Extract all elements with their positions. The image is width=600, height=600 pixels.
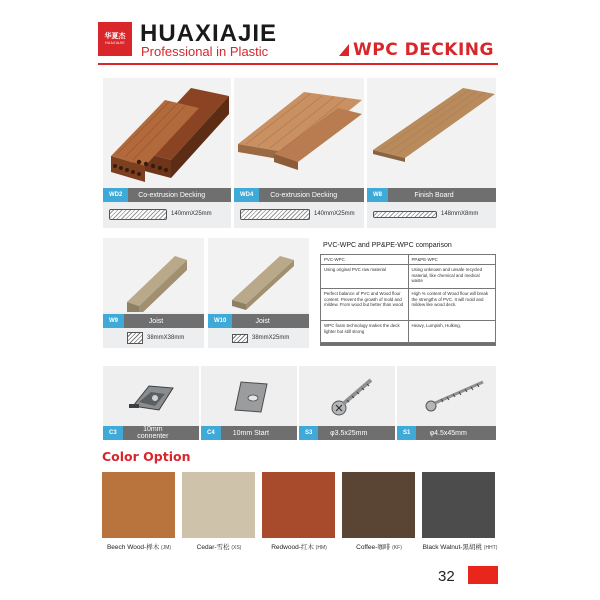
connector-photo	[103, 366, 199, 426]
table-cell: Perfect balance of PVC and Wood flour content. Prevent the growth of mold and mildew. From wood but better than wood	[321, 289, 409, 321]
table-row	[321, 289, 496, 321]
color-label-text: Cedar-雪松	[196, 544, 230, 551]
joist-card-w9	[103, 238, 204, 348]
color-option-title: Color Option	[102, 449, 191, 464]
comparison-table	[320, 254, 496, 346]
color-swatch-black-walnut	[422, 472, 495, 538]
color-label	[338, 542, 420, 551]
product-card-wd2	[103, 78, 231, 228]
joist-name: Joist	[148, 317, 164, 325]
header-divider	[98, 63, 498, 65]
accessory-card-s1	[397, 366, 496, 440]
table-footer-bar	[321, 343, 496, 346]
accessory-code-badge: C3	[103, 426, 123, 440]
solid-profile-icon	[240, 209, 310, 220]
color-code: (JM)	[161, 545, 172, 551]
flat-profile-icon	[373, 211, 437, 218]
dimension-row	[240, 206, 358, 222]
accessory-card-s3	[299, 366, 395, 440]
product-photo	[367, 78, 496, 188]
product-card-wd4	[234, 78, 364, 228]
product-dimension: 140mmX25mm	[171, 211, 212, 217]
color-swatch-coffee	[342, 472, 415, 538]
product-photo	[234, 78, 364, 188]
accessory-name: φ4.5x45mm	[429, 429, 467, 437]
table-cell: Using original PVC raw material	[321, 265, 409, 289]
table-row	[321, 265, 496, 289]
table-header-cell: PP&PE-WPC	[408, 255, 496, 265]
color-swatch-beech	[102, 472, 175, 538]
joist-card-w10	[208, 238, 309, 348]
accessory-name: φ3.5x25mm	[330, 429, 368, 437]
joist-code-badge: W10	[208, 314, 232, 328]
page-number: 32	[438, 568, 455, 585]
page-title-text: WPC DECKING	[353, 40, 494, 60]
table-row	[321, 321, 496, 343]
accessory-card-c3	[103, 366, 199, 440]
joist-name: Joist	[255, 317, 270, 325]
dimension-row	[214, 330, 303, 346]
accessory-name: 10mm Start	[232, 429, 269, 437]
hollow-profile-icon	[109, 209, 167, 220]
product-caption	[103, 188, 231, 202]
page-accent-bar	[468, 566, 498, 584]
screw-photo	[397, 366, 496, 426]
brand-name: HUAXIAJIE	[140, 20, 278, 47]
product-name: Finish Board	[414, 191, 454, 199]
joist-photo	[208, 238, 309, 312]
accessory-caption	[103, 426, 199, 440]
table-cell: WPC foam technology makes the deck lighter but still strong	[321, 321, 409, 343]
table-cell: High % content of Wood flour will break the strengths of PVC. It will mold and mildew like wood deck.	[408, 289, 496, 321]
joist-section-icon	[127, 332, 143, 344]
logo-en-text: HUAXIAJIE	[105, 41, 125, 45]
color-code: (XS)	[231, 545, 242, 551]
comparison-title: PVC-WPC and PP&PE-WPC comparison	[323, 242, 452, 249]
joist-caption	[103, 314, 204, 328]
color-code: (HHT)	[483, 545, 498, 551]
dimension-row	[109, 330, 198, 346]
product-name: Co-extrusion Decking	[270, 191, 338, 199]
product-photo	[103, 78, 231, 188]
table-cell: Heavy, Lumpish, Hulking,	[408, 321, 496, 343]
joist-code-badge: W9	[103, 314, 124, 328]
accessory-caption	[201, 426, 297, 440]
product-caption	[234, 188, 364, 202]
accessory-code-badge: C4	[201, 426, 221, 440]
title-triangle-icon	[339, 44, 349, 56]
color-label-text: Redwood-红木	[271, 544, 314, 551]
table-cell: Using unknown and unsafe recycled material, like chemical and medical waste	[408, 265, 496, 289]
table-header-cell: PVC-WPC	[321, 255, 409, 265]
color-label	[258, 542, 340, 551]
accessory-card-c4	[201, 366, 297, 440]
brand-tagline: Professional in Plastic	[141, 44, 269, 59]
joist-caption	[208, 314, 309, 328]
accessory-caption	[299, 426, 395, 440]
table-row	[321, 255, 496, 265]
product-code-badge: W8	[367, 188, 388, 202]
screw-photo	[299, 366, 395, 426]
start-clip-photo	[201, 366, 297, 426]
product-code-badge: WD2	[103, 188, 128, 202]
product-card-w8	[367, 78, 496, 228]
dimension-row	[373, 206, 490, 222]
product-dimension: 140mmX25mm	[314, 211, 355, 217]
color-swatch-cedar	[182, 472, 255, 538]
joist-section-icon	[232, 334, 248, 343]
accessory-code-badge: S3	[299, 426, 318, 440]
color-swatch-redwood	[262, 472, 335, 538]
product-dimension: 148mmX8mm	[441, 211, 479, 217]
dimension-row	[109, 206, 225, 222]
page-title	[353, 40, 494, 60]
joist-dimension: 38mmX25mm	[252, 335, 290, 341]
color-label-text: Black Walnut-黑胡桃	[422, 544, 482, 551]
color-label-text: Beech Wood-榉木	[106, 544, 160, 551]
color-label-text: Coffee-咖啡	[356, 544, 391, 551]
color-label	[98, 542, 180, 551]
color-code: (HM)	[315, 545, 327, 551]
company-logo	[98, 22, 132, 56]
product-name: Co-extrusion Decking	[138, 191, 206, 199]
accessory-code-badge: S1	[397, 426, 416, 440]
joist-photo	[103, 238, 204, 312]
product-code-badge: WD4	[234, 188, 259, 202]
color-code: (KF)	[392, 545, 402, 551]
logo-cn-text: 华夏杰	[104, 33, 126, 40]
color-label	[178, 542, 260, 551]
accessory-name: 10mm connenter	[137, 426, 169, 440]
joist-dimension: 38mmX38mm	[147, 335, 185, 341]
product-caption	[367, 188, 496, 202]
color-label	[414, 542, 506, 551]
accessory-caption	[397, 426, 496, 440]
